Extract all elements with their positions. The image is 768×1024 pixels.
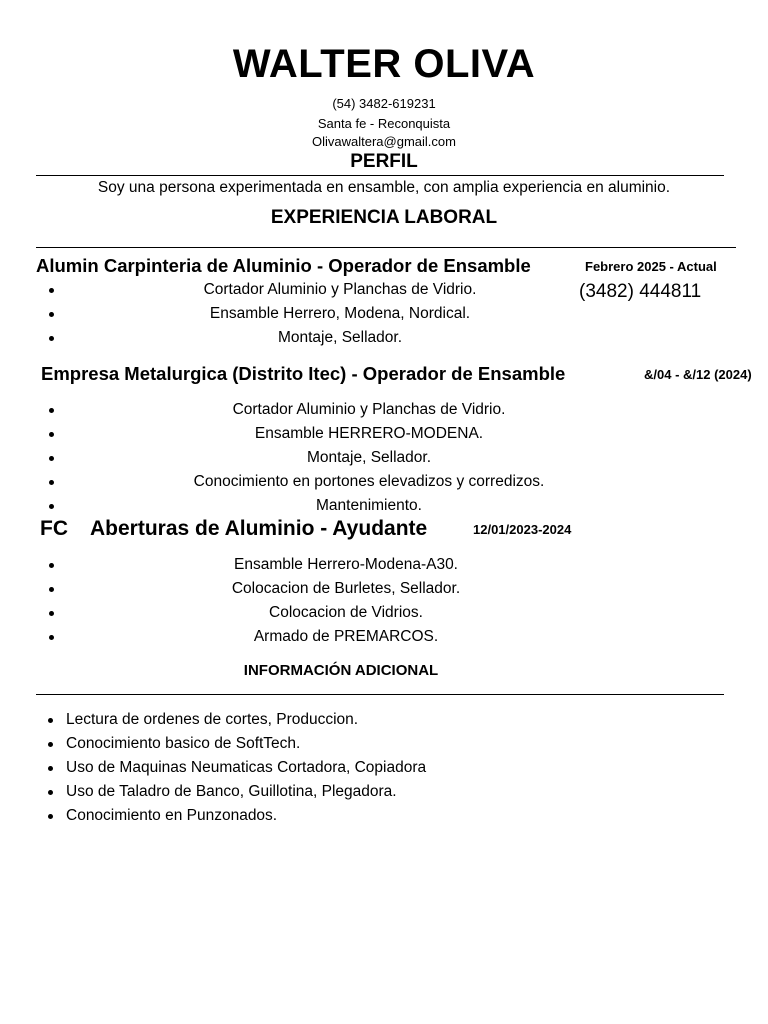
list-item: Colocacion de Burletes, Sellador. [56,577,636,601]
job-title-alumin: Alumin Carpinteria de Aluminio - Operador de Ensamble [36,255,531,276]
list-item: Conocimiento basico de SoftTech. [66,732,666,756]
additional-list [66,708,666,828]
list-item: Conocimiento en Punzonados. [66,804,666,828]
profile-text: Soy una persona experimentada en ensamble, con amplia experiencia en aluminio. [97,179,671,196]
list-item: Ensamble Herrero-Modena-A30. [56,553,636,577]
profile-heading: PERFIL [350,151,418,172]
job-date-aberturas: 12/01/2023-2024 [473,522,572,537]
experience-divider [36,247,736,248]
job-prefix-fc: FC [40,517,68,540]
candidate-name: WALTER OLIVA [232,42,536,86]
list-item: Colocacion de Vidrios. [56,601,636,625]
job-title-metalurgica: Empresa Metalurgica (Distrito Itec) - Operador de Ensamble [41,363,566,384]
additional-divider [36,694,724,695]
job-date-metalurgica: &/04 - &/12 (2024) [644,367,752,382]
contact-email: Olivawaltera@gmail.com [312,134,456,149]
job-duties-metalurgica [58,398,680,518]
list-item: Ensamble HERRERO-MODENA. [58,422,680,446]
profile-divider [36,175,724,176]
job-duties-aberturas [56,553,636,649]
contact-phone: (54) 3482-619231 [332,96,436,111]
job-date-alumin: Febrero 2025 - Actual [585,259,717,274]
list-item: Ensamble Herrero, Modena, Nordical. [50,302,630,326]
job-duties-alumin [50,278,630,350]
experience-heading: EXPERIENCIA LABORAL [270,207,498,228]
list-item: Cortador Aluminio y Planchas de Vidrio. [58,398,680,422]
list-item: Lectura de ordenes de cortes, Produccion. [66,708,666,732]
contact-location: Santa fe - Reconquista [317,116,451,131]
list-item: Armado de PREMARCOS. [56,625,636,649]
list-item: Montaje, Sellador. [50,326,630,350]
job-title-aberturas: Aberturas de Aluminio - Ayudante [90,517,428,540]
list-item: Cortador Aluminio y Planchas de Vidrio. [50,278,630,302]
list-item: Conocimiento en portones elevadizos y corredizos. [58,470,680,494]
list-item: Mantenimiento. [58,494,680,518]
job-phone-alumin: (3482) 444811 [579,281,702,302]
list-item: Uso de Maquinas Neumaticas Cortadora, Copiadora [66,756,666,780]
list-item: Montaje, Sellador. [58,446,680,470]
additional-heading: INFORMACIÓN ADICIONAL [243,662,439,679]
list-item: Uso de Taladro de Banco, Guillotina, Plegadora. [66,780,666,804]
